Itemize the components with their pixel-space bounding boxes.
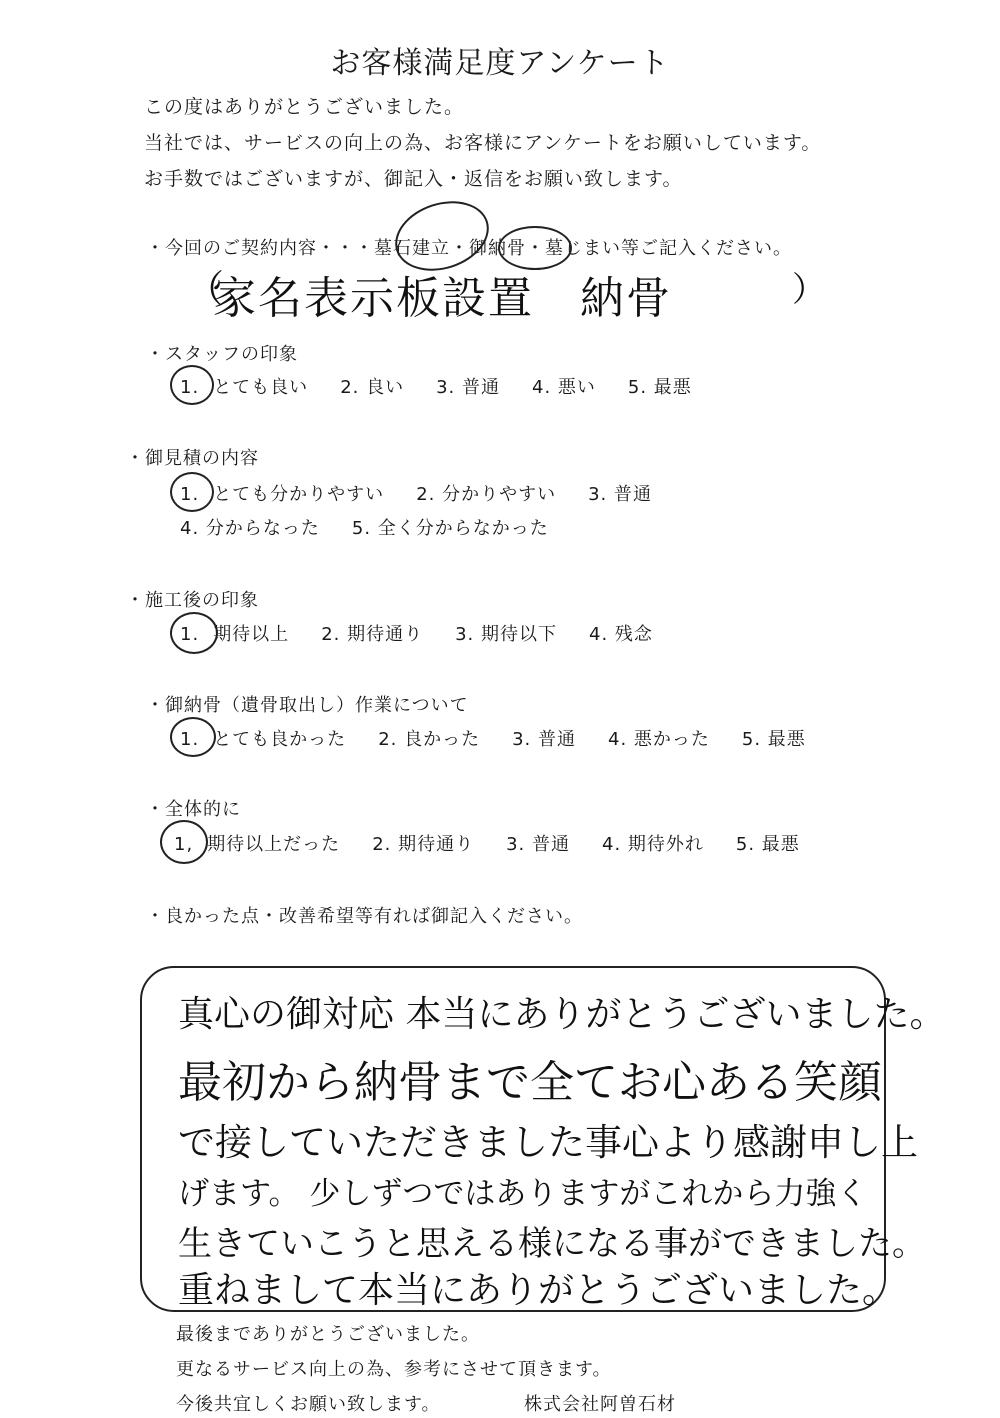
overall-option-5: 5. 最悪 — [735, 834, 800, 855]
nokotsu-option-3: 3. 普通 — [512, 729, 576, 750]
comment-line-3: で接していただきました事心より感謝申し上 — [178, 1121, 918, 1164]
page-title: お客様満足度アンケート — [330, 46, 670, 81]
footer-line-1: 最後までありがとうございました。 — [176, 1324, 480, 1345]
footer-line-2: 更なるサービス向上の為、参考にさせて頂きます。 — [176, 1359, 612, 1380]
after-option-4: 4. 残念 — [589, 624, 653, 645]
comment-line-2: 最初から納骨まで全てお心ある笑顔 — [178, 1057, 882, 1108]
nokotsu-option-1-number: 1. — [180, 729, 200, 750]
footer-line-3: 今後共宜しくお願い致します。 — [176, 1394, 441, 1415]
comments-label: ・良かった点・改善希望等有れば御記入ください。 — [146, 906, 583, 927]
question-staff-options — [180, 373, 724, 399]
company-name: 株式会社阿曽石材 — [524, 1394, 676, 1415]
question-estimate-options-row2 — [180, 514, 581, 540]
overall-option-3: 3. 普通 — [506, 834, 570, 855]
overall-option-2: 2. 期待通り — [372, 834, 475, 855]
staff-option-3: 3. 普通 — [436, 377, 500, 398]
intro-line-2: 当社では、サービスの向上の為、お客様にアンケートをお願いしています。 — [144, 132, 822, 154]
overall-option-1-number: 1, — [174, 834, 194, 855]
question-nokotsu-options — [180, 725, 838, 751]
estimate-option-1: とても分かりやすい — [213, 484, 385, 505]
question-after-label: ・施工後の印象 — [126, 590, 259, 611]
estimate-option-4: 4. 分からなった — [180, 518, 320, 539]
estimate-option-5: 5. 全く分からなかった — [351, 518, 549, 539]
nokotsu-option-4: 4. 悪かった — [608, 729, 710, 750]
overall-option-1: 期待以上だった — [207, 834, 341, 855]
estimate-option-2: 2. 分かりやすい — [416, 484, 557, 505]
question-staff-label: ・スタッフの印象 — [146, 344, 298, 365]
contract-label: ・今回のご契約内容・・・墓石建立・御納骨・墓じまい等ご記入ください。 — [146, 238, 792, 259]
question-after-options — [180, 620, 685, 646]
comment-line-6: 重ねまして本当にありがとうございました。 — [178, 1270, 899, 1311]
after-option-1-number: 1. — [180, 624, 200, 645]
intro-line-1: この度はありがとうございました。 — [144, 96, 465, 118]
question-estimate-label: ・御見積の内容 — [126, 448, 259, 469]
comment-line-5: 生きていこうと思える様になる事ができました。 — [178, 1224, 926, 1264]
staff-option-1-number: 1. — [180, 377, 200, 398]
after-option-1: 期待以上 — [213, 624, 290, 645]
staff-option-4: 4. 悪い — [532, 377, 596, 398]
contract-answer-close: ） — [792, 270, 826, 310]
nokotsu-option-1: とても良かった — [213, 729, 347, 750]
after-option-3: 3. 期待以下 — [455, 624, 557, 645]
nokotsu-option-5: 5. 最悪 — [741, 729, 806, 750]
question-nokotsu-label: ・御納骨（遺骨取出し）作業について — [146, 695, 469, 716]
estimate-option-1-number: 1. — [180, 484, 200, 505]
staff-option-5: 5. 最悪 — [627, 377, 692, 398]
comment-line-4: げます。 少しずつではありますがこれから力強く — [178, 1176, 868, 1212]
overall-option-4: 4. 期待外れ — [602, 834, 704, 855]
staff-option-2: 2. 良い — [340, 377, 405, 398]
question-estimate-options-row1 — [180, 480, 684, 506]
comment-line-1: 真心の御対応 本当にありがとうございました。 — [178, 994, 946, 1035]
staff-option-1: とても良い — [213, 377, 309, 398]
nokotsu-option-2: 2. 良かった — [378, 729, 481, 750]
after-option-2: 2. 期待通り — [321, 624, 424, 645]
contract-answer-open: （ — [186, 267, 225, 311]
contract-answer: 家名表示板設置 納骨 — [212, 273, 672, 324]
intro-line-3: お手数ではございますが、御記入・返信をお願い致します。 — [144, 168, 683, 190]
estimate-option-3: 3. 普通 — [588, 484, 652, 505]
question-overall-options — [174, 830, 832, 856]
question-overall-label: ・全体的に — [146, 799, 241, 820]
